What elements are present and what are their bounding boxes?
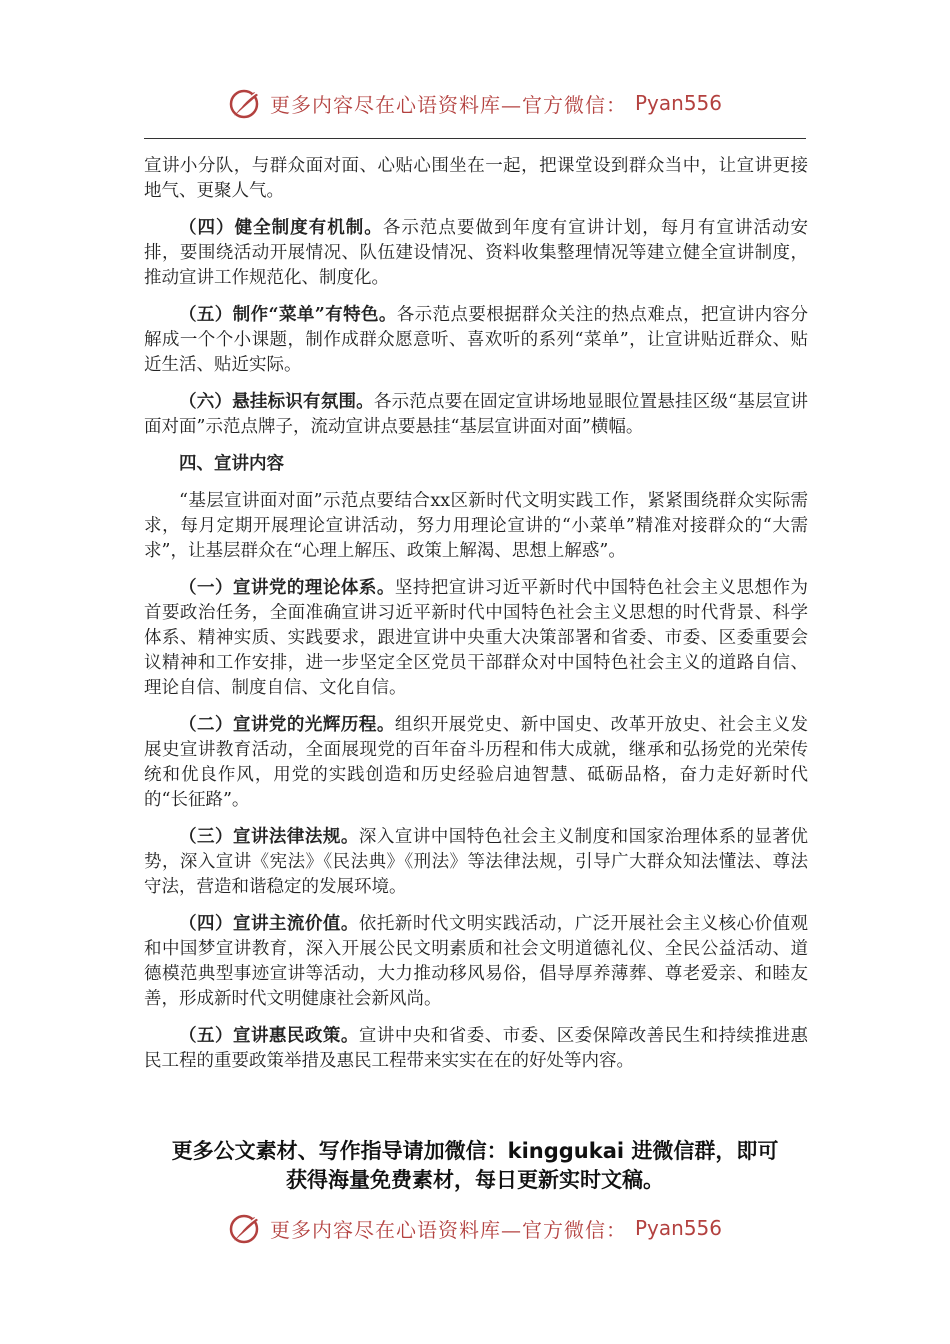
paragraph-lead: （五）制作“菜单”有特色。: [179, 305, 397, 325]
paragraph-lead: （六）悬挂标识有氛围。: [179, 392, 374, 412]
item-lead: （四）宣讲主流价值。: [179, 914, 359, 934]
header-divider: [144, 138, 806, 139]
content-item: （一）宣讲党的理论体系。坚持把宣讲习近平新时代中国特色社会主义思想作为首要政治任务，全面准确宣讲习近平新时代中国特色社会主义思想的时代背景、科学体系、精神实质、实践要求，跟进宣讲中央重大决策部署和省委、市委、区委重要会议精神和工作安排，进一步坚定全区党员干部群众对中国特色社会主义的道路自信、理论自信、制度自信、文化自信。: [144, 578, 809, 698]
banner-wechat-id: Pyan556: [634, 1216, 722, 1240]
header-banner: [0, 78, 950, 128]
banner-text: 更多内容尽在心语资料库—官方微信：: [269, 92, 627, 117]
paragraph-menu: （五）制作“菜单”有特色。各示范点要根据群众关注的热点难点，把宣讲内容分解成一个个小课题，制作成群众愿意听、喜欢听的系列“菜单”，让宣讲贴近群众、贴近生活、贴近实际。: [144, 305, 808, 375]
paragraph-lead: （四）健全制度有机制。: [179, 218, 383, 238]
section-intro: “基层宣讲面对面”示范点要结合xx区新时代文明实践工作，紧紧围绕群众实际需求，每月定期开展理论宣讲活动，努力用理论宣讲的“小菜单”精准对接群众的“大需求”，让基层群众在“心理上解压、政策上解渴、思想上解惑”。: [144, 491, 808, 561]
paragraph-system: （四）健全制度有机制。各示范点要做到年度有宣讲计划，每月有宣讲活动安排，要围绕活动开展情况、队伍建设情况、资料收集整理情况等建立健全宣讲制度，推动宣讲工作规范化、制度化。: [144, 218, 809, 288]
promo-notice: [100, 1137, 850, 1195]
banner-wechat-id: Pyan556: [634, 91, 722, 115]
section-heading: 四、宣讲内容: [179, 454, 284, 474]
content-item: （四）宣讲主流价值。依托新时代文明实践活动，广泛开展社会主义核心价值观和中国梦宣讲教育，深入开展公民文明素质和社会文明道德礼仪、全民公益活动、道德模范典型事迹宣讲等活动，大力推动移风易俗，倡导厚养薄葬、尊老爱亲、和睦友善，形成新时代文明健康社会新风尚。: [144, 914, 809, 1009]
paragraph-continuation: 宣讲小分队，与群众面对面、心贴心围坐在一起，把课堂设到群众当中，让宣讲更接地气、更聚人气。: [144, 156, 808, 201]
content-item: （二）宣讲党的光辉历程。组织开展党史、新中国史、改革开放史、社会主义发展史宣讲教育活动，全面展现党的百年奋斗历程和伟大成就，继承和弘扬党的光荣传统和优良作风，用党的实践创造和历史经验启迪智慧、砥砺品格，奋力走好新时代的“长征路”。: [144, 715, 809, 810]
content-item: （五）宣讲惠民政策。宣讲中央和省委、市委、区委保障改善民生和持续推进惠民工程的重要政策举措及惠民工程带来实实在在的好处等内容。: [144, 1026, 809, 1071]
item-lead: （五）宣讲惠民政策。: [179, 1026, 359, 1046]
item-lead: （一）宣讲党的理论体系。: [179, 578, 395, 598]
paragraph-signage: （六）悬挂标识有氛围。各示范点要在固定宣讲场地显眼位置悬挂区级“基层宣讲面对面”示范点牌子，流动宣讲点要悬挂“基层宣讲面对面”横幅。: [144, 392, 808, 437]
content-item: （三）宣讲法律法规。深入宣讲中国特色社会主义制度和国家治理体系的显著优势，深入宣讲《宪法》《民法典》《刑法》等法律法规，引导广大群众知法懂法、尊法守法，营造和谐稳定的发展环境。: [144, 827, 809, 897]
promo-line-2: 获得海量免费素材，每日更新实时文稿。: [286, 1168, 664, 1192]
quill-logo-icon: [228, 86, 262, 120]
quill-logo-icon: [228, 1211, 262, 1245]
footer-banner: [0, 1203, 950, 1253]
promo-line-1: 更多公文素材、写作指导请加微信：kinggukai 进微信群，即可: [171, 1139, 779, 1163]
document-body: [144, 154, 808, 1086]
item-lead: （三）宣讲法律法规。: [179, 827, 359, 847]
banner-text: 更多内容尽在心语资料库—官方微信：: [269, 1217, 627, 1242]
item-lead: （二）宣讲党的光辉历程。: [179, 715, 395, 735]
